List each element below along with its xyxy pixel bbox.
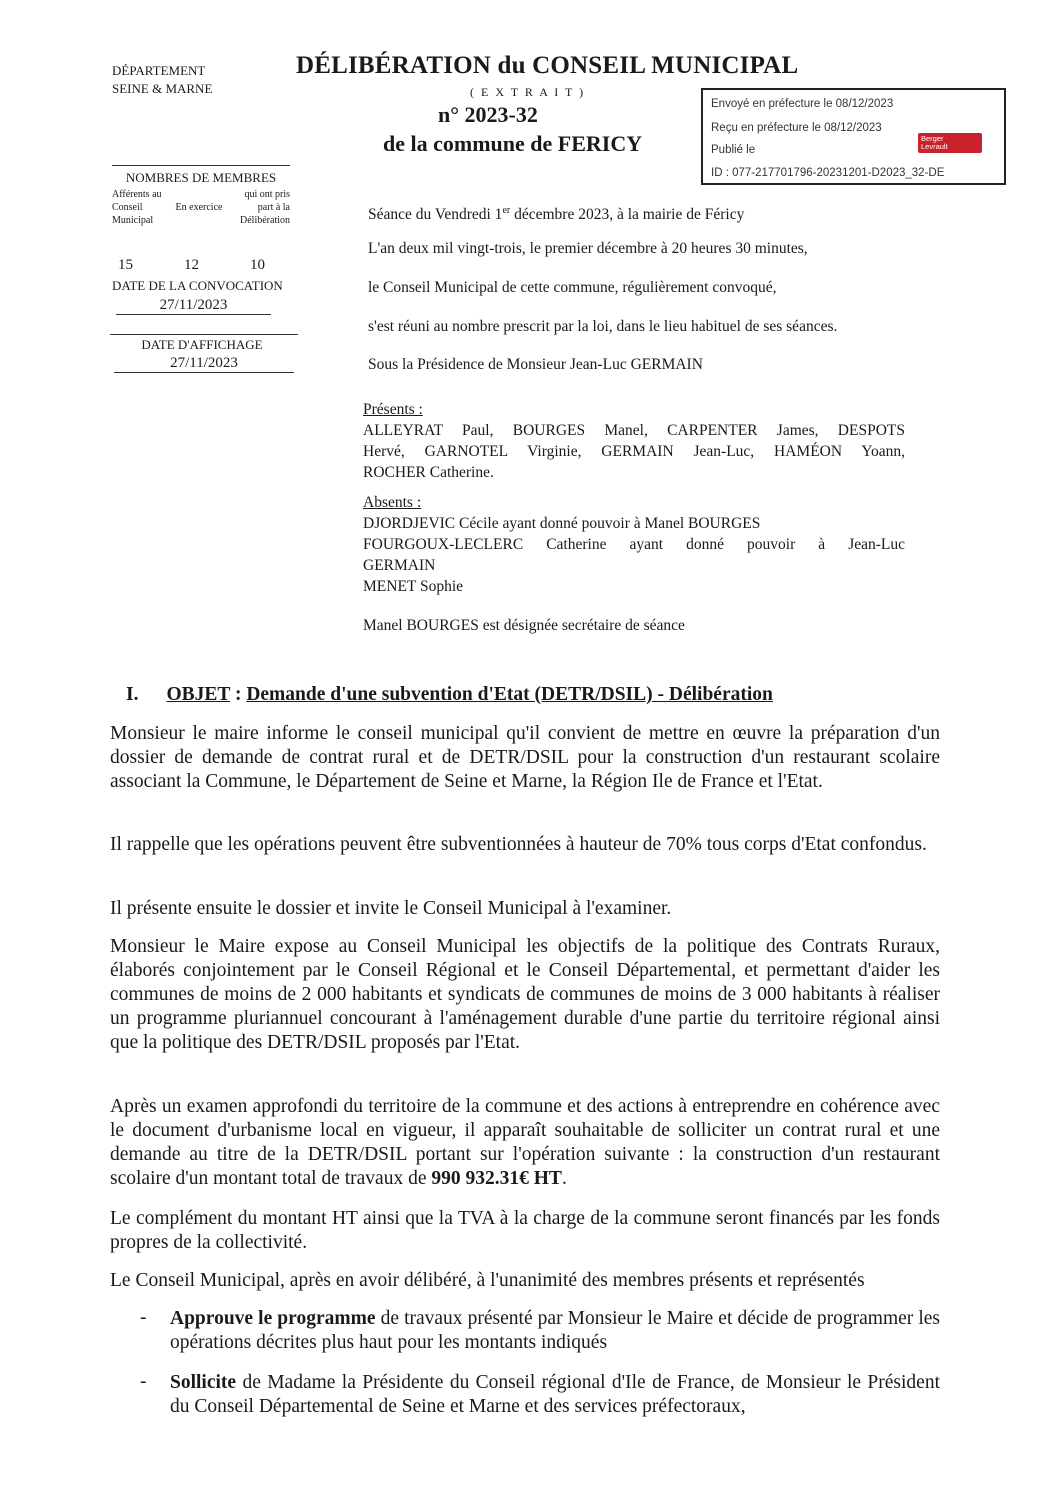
members-columns: [112, 188, 290, 227]
presents-line-3: ROCHER Catherine.: [363, 464, 494, 481]
members-box: [112, 165, 290, 227]
members-heading: NOMBRES DE MEMBRES: [112, 165, 290, 186]
paragraph-5: Après un examen approfondi du territoire de la commune et des actions à entreprendre en cohérence avec le document d'urbanisme local en vigueur, il apparaît souhaitable de solliciter un contrat rural et une demande au titre de la DETR/DSIL portant sur l'opération suivante : la construction d'un restaurant scolaire d'un montant total de travaux de 990 932.31€ HT.: [110, 1096, 940, 1189]
secretaire-line: Manel BOURGES est désignée secrétaire de séance: [363, 617, 685, 634]
department-name: SEINE & MARNE: [112, 81, 213, 96]
paragraph-1: Monsieur le maire informe le conseil municipal qu'il convient de mettre en œuvre la préparation d'un dossier de demande de contrat rural et de DETR/DSIL pour la construction d'un restaurant scolaire associant la Commune, le Département de Seine et Marne, la Région Ile de France et l'Etat.: [110, 723, 940, 792]
absents-block: [363, 492, 905, 597]
bullet-1: Approuve le programme de travaux présenté par Monsieur le Maire et décide de programmer les opérations décrites plus haut pour les montants indiqués: [170, 1308, 941, 1353]
absent-2-line-2: GERMAIN: [363, 557, 436, 574]
convocation-label: DATE DE LA CONVOCATION: [112, 278, 283, 293]
commune-name: de la commune de FERICY: [383, 131, 643, 156]
berger-levrault-logo: Berger Levrault: [918, 133, 982, 153]
col-afferents: Afférents au Conseil Municipal: [112, 189, 162, 226]
paragraph-2: Il rappelle que les opérations peuvent être subventionnées à hauteur de 70% tous corps d'Etat confondus.: [110, 834, 927, 855]
presents-line-1: ALLEYRAT Paul, BOURGES Manel, CARPENTER James, DESPOTS: [363, 422, 905, 439]
stamp-publie: Publié le: [711, 144, 756, 156]
session-line-2: L'an deux mil vingt-trois, le premier décembre à 20 heures 30 minutes,: [368, 240, 808, 257]
affichage-label: DATE D'AFFICHAGE: [141, 337, 263, 352]
session-line-4: s'est réuni au nombre prescrit par la loi, dans le lieu habituel de ses séances.: [368, 318, 838, 335]
session-line-5: Sous la Présidence de Monsieur Jean-Luc GERMAIN: [368, 356, 703, 373]
col-delib: qui ont pris part à la Délibération: [240, 189, 290, 226]
value-afferents: 15: [118, 257, 133, 273]
paragraph-3: Il présente ensuite le dossier et invite le Conseil Municipal à l'examiner.: [110, 898, 672, 919]
objet-heading: I. OBJET : Demande d'une subvention d'Etat (DETR/DSIL) - Délibération: [126, 684, 773, 705]
bullet-2: Sollicite de Madame la Présidente du Conseil régional d'Ile de France, de Monsieur le Président du Conseil Départemental de Seine et Marne et des services préfectoraux,: [170, 1372, 940, 1417]
session-line-1: Séance du Vendredi 1er décembre 2023, à la mairie de Féricy: [368, 205, 745, 224]
paragraph-4: Monsieur le Maire expose au Conseil Municipal les objectifs de la politique des Contrats Ruraux, élaborés conjointement par le Conseil Régional et le Conseil Départemental, et permettant d'aider les communes de moins de 2 000 habitants et syndicats de communes de moins de 3 000 habitants à réaliser un programme pluriannuel concourant à l'aménagement durable d'une partie du territoire régional ainsi que la politique des DETR/DSIL proposés par l'Etat.: [110, 936, 940, 1053]
value-exercice: 12: [184, 257, 199, 273]
presents-line-2: Hervé, GARNOTEL Virginie, GERMAIN Jean-Luc, HAMÉON Yoann,: [363, 443, 905, 460]
amount: 990 932.31€ HT: [431, 1168, 562, 1189]
convocation-date: 27/11/2023: [116, 297, 271, 315]
stamp-id: ID : 077-217701796-20231201-D2023_32-DE: [711, 167, 945, 179]
divider: [110, 334, 298, 335]
absent-1: DJORDJEVIC Cécile ayant donné pouvoir à Manel BOURGES: [363, 515, 761, 532]
department-block: [112, 62, 212, 98]
presents-block: [363, 399, 905, 483]
value-delib: 10: [250, 257, 265, 273]
paragraph-6: Le complément du montant HT ainsi que la TVA à la charge de la commune seront financés par les fonds propres de la collectivité.: [110, 1208, 940, 1253]
stamp-recu: Reçu en préfecture le 08/12/2023: [711, 122, 882, 134]
bullet-2-marker: -: [140, 1371, 147, 1392]
col-exercice: En exercice: [175, 202, 223, 213]
extrait-label: ( E X T R A I T ): [470, 85, 586, 99]
paragraph-7: Le Conseil Municipal, après en avoir délibéré, à l'unanimité des membres présents et représentés: [110, 1270, 865, 1291]
absents-label: Absents :: [363, 494, 422, 511]
session-line-3: le Conseil Municipal de cette commune, régulièrement convoqué,: [368, 279, 777, 296]
members-values: [118, 257, 316, 274]
presents-label: Présents :: [363, 401, 423, 418]
document-title: DÉLIBÉRATION du CONSEIL MUNICIPAL: [296, 52, 799, 79]
absent-2-line-1: FOURGOUX-LECLERC Catherine ayant donné pouvoir à Jean-Luc: [363, 536, 905, 553]
department-label: DÉPARTEMENT: [112, 63, 206, 78]
affichage-date: 27/11/2023: [114, 355, 294, 373]
stamp-envoye: Envoyé en préfecture le 08/12/2023: [711, 98, 894, 110]
deliberation-number: n° 2023-32: [438, 102, 538, 127]
bullet-1-marker: -: [140, 1307, 147, 1328]
absent-3: MENET Sophie: [363, 578, 464, 595]
prefecture-stamp: [701, 88, 1006, 185]
